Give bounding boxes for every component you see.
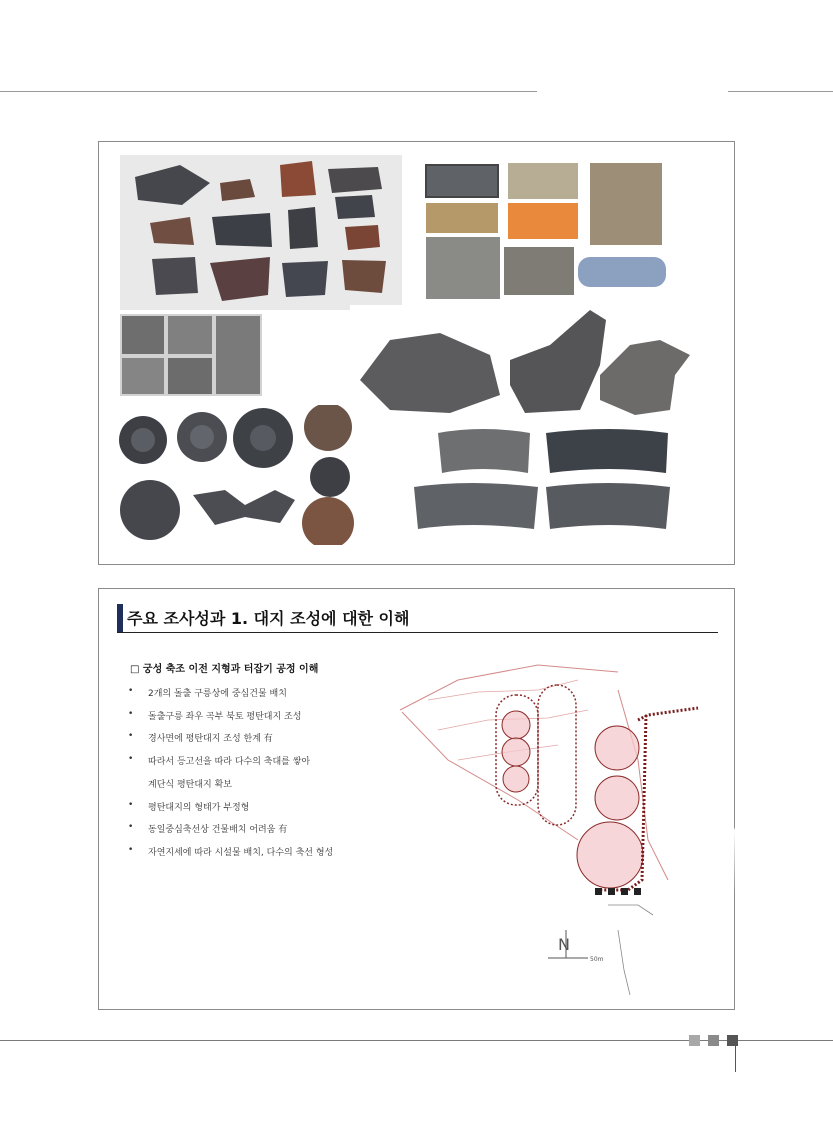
bullet-marker: • <box>128 822 134 832</box>
title-underline <box>117 632 718 633</box>
bullet-marker: • <box>128 686 134 696</box>
bullet-item: 동일중심축선상 건물배치 어려움 有 <box>148 825 288 835</box>
title-accent-bar <box>117 604 123 632</box>
header-rule-left <box>0 91 537 92</box>
bricks-photo <box>420 157 672 305</box>
scale-label: 50m <box>590 956 604 963</box>
bullet-item: 평탄대지의 형태가 부정형 <box>148 803 250 813</box>
bullet-item: 돌출구릉 좌우 곡부 북토 평탄대지 조성 <box>148 712 302 722</box>
bullet-item: 따라서 등고선을 따라 다수의 축대를 쌓아 <box>148 757 311 767</box>
bullet-item: 자연지세에 따라 시설물 배치, 다수의 축선 형성 <box>148 848 334 858</box>
header-rule-right <box>728 91 833 92</box>
bullet-marker: • <box>128 845 134 855</box>
bullet-item-continuation: 계단식 평탄대지 확보 <box>148 780 232 790</box>
bullet-marker: • <box>128 754 134 764</box>
eave-tiles-photo <box>410 425 675 540</box>
footer-tick <box>735 1046 736 1072</box>
bullet-item: 경사면에 평탄대지 조성 한계 有 <box>148 734 273 744</box>
stamp-inscriptions-photo <box>120 314 262 396</box>
footer-square-1 <box>689 1035 700 1046</box>
footer-square-2 <box>708 1035 719 1046</box>
roof-ornaments-photo <box>350 305 695 420</box>
north-arrow-label: N <box>558 935 570 954</box>
bullet-item: 2개의 돌출 구릉상에 중심건물 배치 <box>148 689 287 699</box>
footer-square-3 <box>727 1035 738 1046</box>
pottery-sherds-photo <box>120 155 402 310</box>
bullet-marker: • <box>128 800 134 810</box>
bullet-marker: • <box>128 709 134 719</box>
site-plan-map <box>398 640 735 1000</box>
bullet-marker: • <box>128 731 134 741</box>
section-title: 주요 조사성과 1. 대지 조성에 대한 이해 <box>127 609 410 628</box>
subheading: □ 궁성 축조 이전 지형과 터잡기 공정 이해 <box>130 664 319 675</box>
round-tile-ends-photo <box>115 405 365 545</box>
